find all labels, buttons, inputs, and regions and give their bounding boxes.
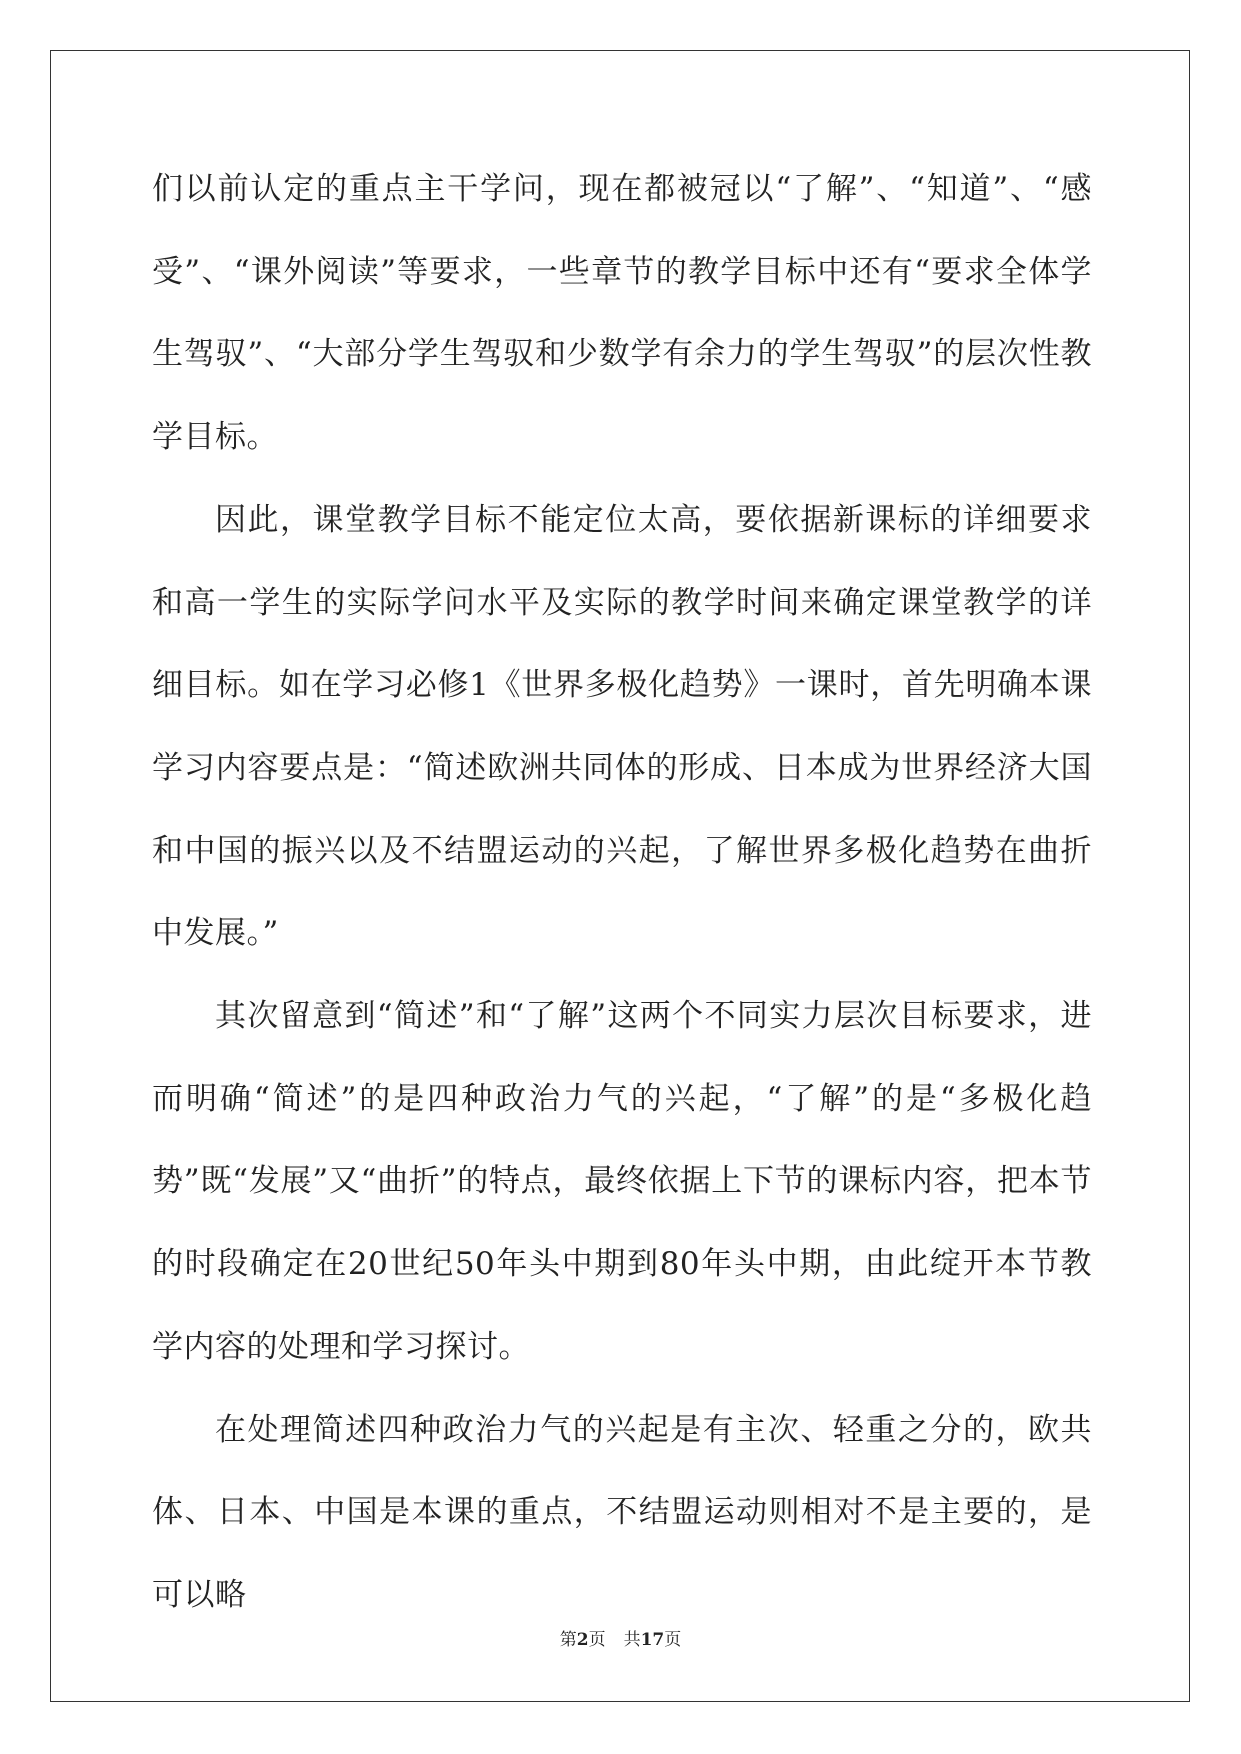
paragraph-2: 因此，课堂教学目标不能定位太高，要依据新课标的详细要求和高一学生的实际学问水平及实际的教学时间来确定课堂教学的详细目标。如在学习必修1《世界多极化趋势》一课时，首先明确本课学习内容要点是：“简述欧洲共同体的形成、日本成为世界经济大国和中国的振兴以及不结盟运动的兴起，了解世界多极化趋势在曲折中发展。” — [152, 501, 1092, 952]
paragraph-4: 在处理简述四种政治力气的兴起是有主次、轻重之分的，欧共体、日本、中国是本课的重点，不结盟运动则相对不是主要的，是可以略 — [152, 1411, 1092, 1613]
footer-total-prefix: 共 — [623, 1630, 641, 1650]
footer-total-pages: 17 — [640, 1630, 665, 1650]
footer-prefix: 第 — [559, 1630, 577, 1650]
paragraph-1: 们以前认定的重点主干学问，现在都被冠以“了解”、“知道”、“感受”、“课外阅读”等要求，一些章节的教学目标中还有“要求全体学生驾驭”、“大部分学生驾驭和少数学有余力的学生驾驭”的层次性教学目标。 — [152, 171, 1092, 456]
footer-page-suffix: 页 — [588, 1630, 606, 1650]
paragraph-3: 其次留意到“简述”和“了解”这两个不同实力层次目标要求，进而明确“简述”的是四种政治力气的兴起，“了解”的是“多极化趋势”既“发展”又“曲折”的特点，最终依据上下节的课标内容，把本节的时段确定在20世纪50年头中期到80年头中期，由此绽开本节教学内容的处理和学习探讨。 — [152, 998, 1092, 1365]
footer-total-suffix: 页 — [664, 1630, 682, 1650]
footer-page-number: 2 — [576, 1630, 589, 1650]
body-text — [152, 148, 1092, 1637]
page-footer — [0, 1625, 1241, 1650]
